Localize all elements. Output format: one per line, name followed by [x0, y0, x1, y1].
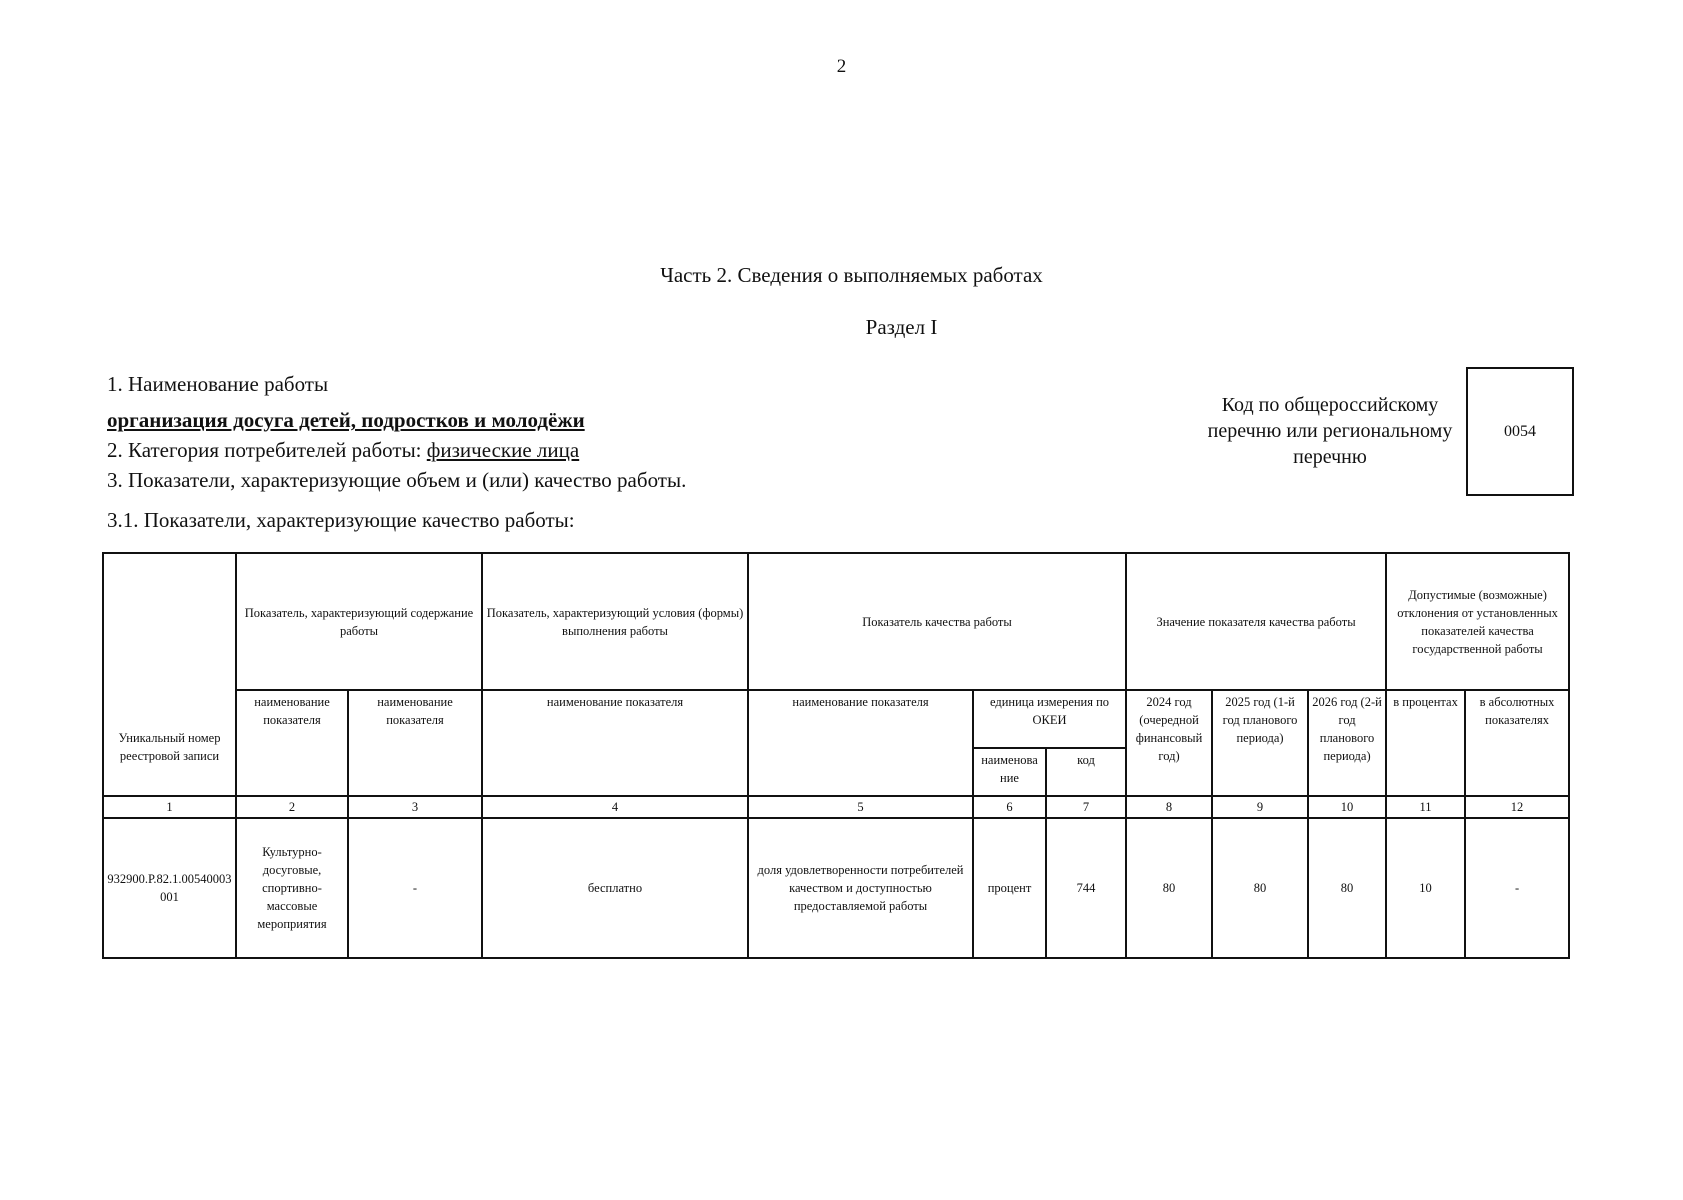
- column-number: 8: [1126, 796, 1212, 818]
- column-number: 12: [1465, 796, 1569, 818]
- column-number: 10: [1308, 796, 1386, 818]
- value-2025: 80: [1212, 818, 1308, 958]
- content-value-2: -: [348, 818, 482, 958]
- unit-code-header: код: [1046, 748, 1126, 796]
- table-row: [103, 818, 1569, 958]
- header-row: [103, 553, 1569, 690]
- content-value-1: Культурно-досуговые, спортивно-массовые мероприятия: [236, 818, 348, 958]
- registry-header: Уникальный номер реестровой записи: [103, 553, 236, 796]
- consumer-category: [107, 438, 579, 463]
- absolute-header: в абсолютных показателях: [1465, 690, 1569, 796]
- code-label-line: перечню: [1293, 446, 1367, 468]
- quality-indicators-heading: 3.1. Показатели, характеризующие качество работы:: [107, 508, 575, 532]
- page-number: 2: [836, 56, 847, 77]
- column-number: 4: [482, 796, 748, 818]
- content-header: Показатель, характеризующий содержание работы: [236, 553, 482, 690]
- code-label: [1200, 392, 1460, 470]
- content-name-1: наименование показателя: [236, 690, 348, 796]
- deviation-absolute: -: [1465, 818, 1569, 958]
- part-title: Часть 2. Сведения о выполняемых работах: [660, 263, 1043, 287]
- value-2024: 80: [1126, 818, 1212, 958]
- value-header: Значение показателя качества работы: [1126, 553, 1386, 690]
- column-number: 6: [973, 796, 1046, 818]
- conditions-header: Показатель, характеризующий условия (формы) выполнения работы: [482, 553, 748, 690]
- value-2026: 80: [1308, 818, 1386, 958]
- quality-name: наименование показателя: [748, 690, 973, 796]
- column-number-row: [103, 796, 1569, 818]
- column-number: 7: [1046, 796, 1126, 818]
- content-name-2: наименование показателя: [348, 690, 482, 796]
- subheader-row: [103, 690, 1569, 748]
- indicator-name: доля удовлетворенности потребителей качеством и доступностью предоставляемой работы: [748, 818, 973, 958]
- column-number: 11: [1386, 796, 1465, 818]
- code-label-line: Код по общероссийскому: [1221, 394, 1439, 416]
- deviation-percent: 10: [1386, 818, 1465, 958]
- year-2025-header: 2025 год (1-й год планового периода): [1212, 690, 1308, 796]
- unit-name-header: наименова ние: [973, 748, 1046, 796]
- column-number: 1: [103, 796, 236, 818]
- code-box: [1466, 367, 1574, 496]
- column-number: 3: [348, 796, 482, 818]
- conditions-value: бесплатно: [482, 818, 748, 958]
- indicators-heading: 3. Показатели, характеризующие объем и (или) качество работы.: [107, 468, 687, 492]
- unit-name: процент: [973, 818, 1046, 958]
- year-2026-header: 2026 год (2-й год планового периода): [1308, 690, 1386, 796]
- quality-table: [102, 552, 1570, 959]
- unit-header: единица измерения по ОКЕИ: [973, 690, 1126, 748]
- consumer-category-label: 2. Категория потребителей работы:: [107, 438, 427, 462]
- code-label-line: перечню или региональному: [1207, 420, 1453, 442]
- percent-header: в процентах: [1386, 690, 1465, 796]
- conditions-name: наименование показателя: [482, 690, 748, 796]
- column-number: 9: [1212, 796, 1308, 818]
- year-2024-header: 2024 год (очередной финансовый год): [1126, 690, 1212, 796]
- work-name: организация досуга детей, подростков и молодёжи: [107, 408, 585, 432]
- column-number: 5: [748, 796, 973, 818]
- consumer-category-value: физические лица: [426, 438, 580, 462]
- column-number: 2: [236, 796, 348, 818]
- quality-header: Показатель качества работы: [748, 553, 1126, 690]
- unit-code: 744: [1046, 818, 1126, 958]
- registry-number: 932900.Р.82.1.00540003001: [103, 818, 236, 958]
- deviation-header: Допустимые (возможные) отклонения от установленных показателей качества государственной работы: [1386, 553, 1569, 690]
- section-title: Раздел I: [865, 315, 938, 339]
- work-name-label: 1. Наименование работы: [107, 372, 329, 396]
- code-value: 0054: [1504, 422, 1536, 440]
